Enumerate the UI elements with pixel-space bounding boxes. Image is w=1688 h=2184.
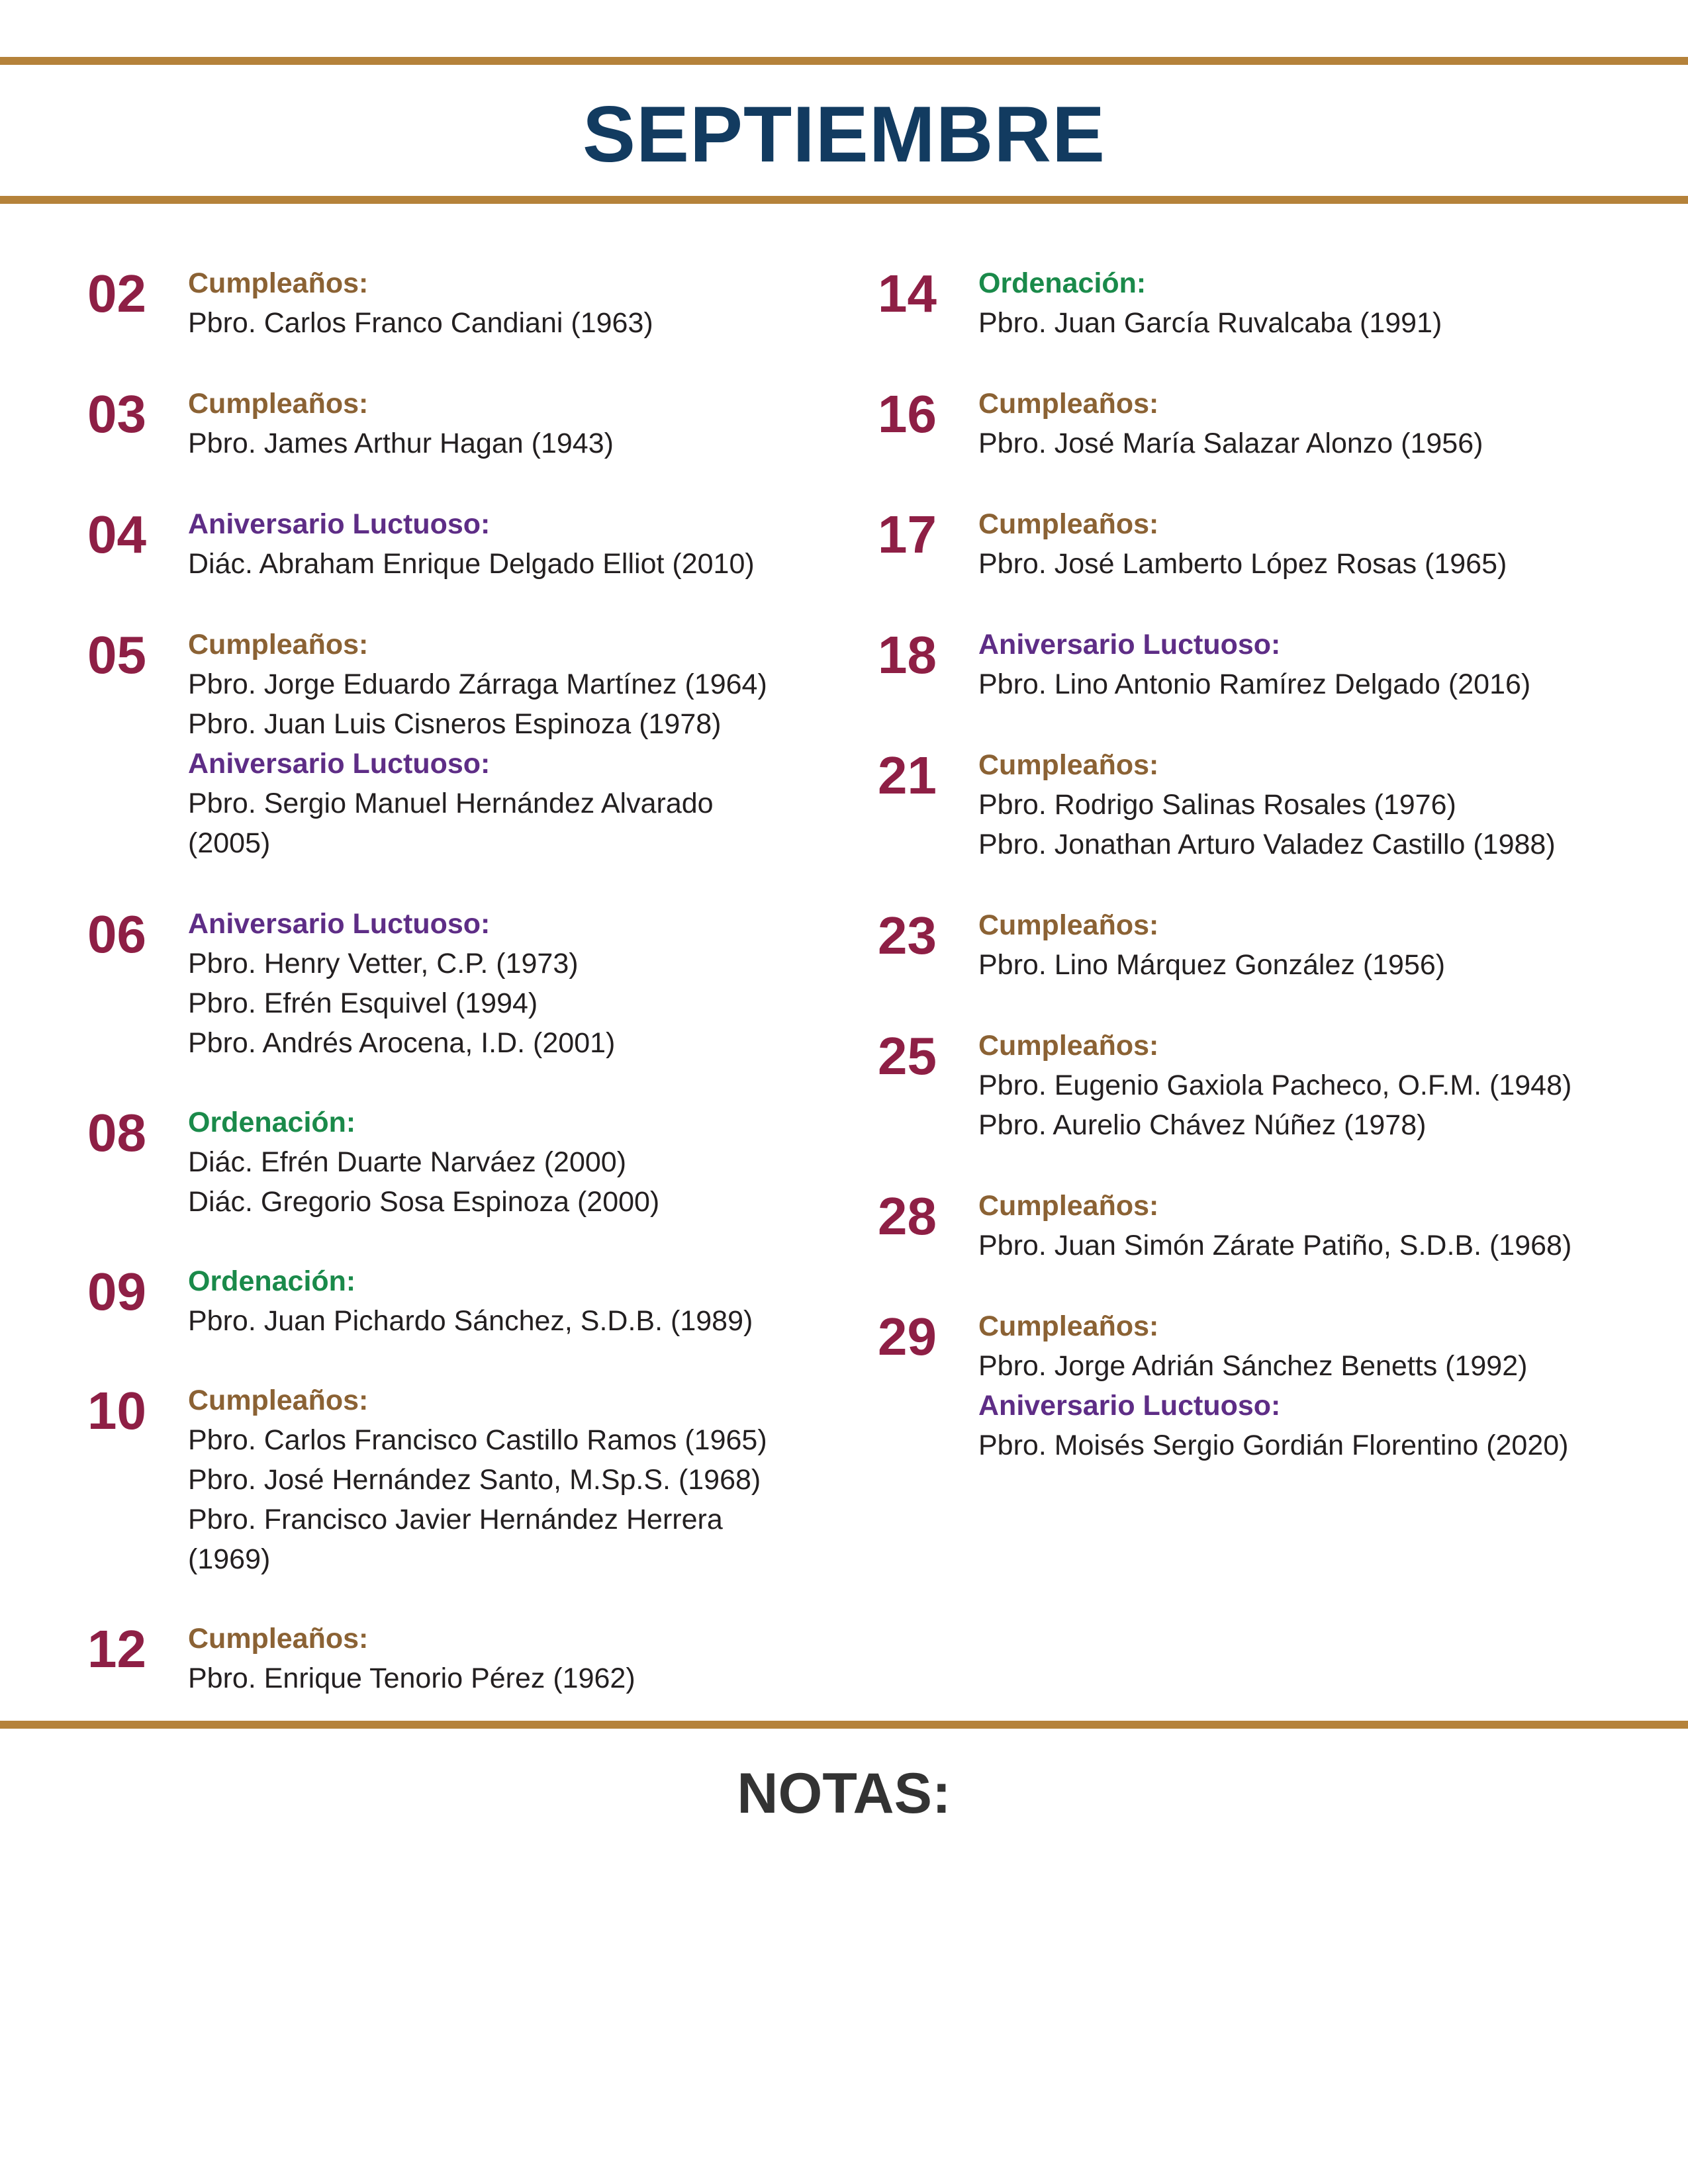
person-name: Pbro. Jonathan Arturo Valadez Castillo (1988) xyxy=(978,829,1556,860)
ordenacion-label: Ordenación: xyxy=(978,267,1147,299)
person-name: Pbro. Eugenio Gaxiola Pacheco, O.F.M. (1948) xyxy=(978,1069,1572,1101)
person-name: Pbro. Moisés Sergio Gordián Florentino (2020) xyxy=(978,1430,1569,1461)
day-entry xyxy=(878,1186,1672,1265)
person-name: Diác. Gregorio Sosa Espinoza (2000) xyxy=(188,1186,660,1218)
ordenacion-label: Ordenación: xyxy=(188,1107,356,1138)
day-number: 12 xyxy=(87,1619,146,1678)
day-number: 17 xyxy=(878,505,937,564)
cumpleanos-label: Cumpleaños: xyxy=(188,267,369,299)
left-column xyxy=(87,263,855,1698)
day-number: 23 xyxy=(878,906,937,965)
aniversario-label: Aniversario Luctuoso: xyxy=(978,629,1281,660)
day-number: 29 xyxy=(878,1307,937,1366)
person-name: Pbro. José Hernández Santo, M.Sp.S. (1968) xyxy=(188,1464,761,1496)
day-entry xyxy=(878,504,1672,584)
person-name: Pbro. Andrés Arocena, I.D. (2001) xyxy=(188,1027,616,1059)
person-name: Pbro. Lino Antonio Ramírez Delgado (2016) xyxy=(978,668,1531,700)
day-number: 14 xyxy=(878,264,937,323)
day-entry xyxy=(87,1381,855,1579)
day-number: 28 xyxy=(878,1187,937,1246)
person-name: Pbro. Efrén Esquivel (1994) xyxy=(188,987,538,1019)
cumpleanos-label: Cumpleaños: xyxy=(188,1385,369,1416)
person-name: Pbro. Jorge Adrián Sánchez Benetts (1992) xyxy=(978,1350,1528,1382)
day-entry xyxy=(87,904,855,1063)
day-entry xyxy=(87,504,855,584)
day-entry xyxy=(87,263,855,343)
day-number: 09 xyxy=(87,1262,146,1321)
person-name: Pbro. Carlos Francisco Castillo Ramos (1965) xyxy=(188,1424,767,1456)
cumpleanos-label: Cumpleaños: xyxy=(978,388,1159,420)
cumpleanos-label: Cumpleaños: xyxy=(188,388,369,420)
day-entry xyxy=(87,1261,855,1341)
aniversario-label: Aniversario Luctuoso: xyxy=(188,748,491,780)
day-entry xyxy=(878,625,1672,704)
notes-title: NOTAS: xyxy=(737,1762,951,1825)
person-name: Pbro. Rodrigo Salinas Rosales (1976) xyxy=(978,789,1456,821)
day-entry xyxy=(878,1026,1672,1145)
person-name: Pbro. James Arthur Hagan (1943) xyxy=(188,428,614,459)
cumpleanos-label: Cumpleaños: xyxy=(188,1623,369,1655)
person-name: Pbro. Carlos Franco Candiani (1963) xyxy=(188,307,653,339)
day-entry xyxy=(87,1103,855,1222)
day-number: 03 xyxy=(87,385,146,443)
notes-divider xyxy=(0,1721,1688,1729)
person-name: Pbro. Henry Vetter, C.P. (1973) xyxy=(188,948,579,979)
day-number: 25 xyxy=(878,1026,937,1085)
person-name: Pbro. Juan Simón Zárate Patiño, S.D.B. (1968) xyxy=(978,1230,1572,1261)
day-number: 18 xyxy=(878,625,937,684)
cumpleanos-label: Cumpleaños: xyxy=(978,1030,1159,1062)
aniversario-label: Aniversario Luctuoso: xyxy=(188,908,491,940)
day-number: 08 xyxy=(87,1103,146,1162)
aniversario-label: Aniversario Luctuoso: xyxy=(188,508,491,540)
person-name: Pbro. Juan Pichardo Sánchez, S.D.B. (1989) xyxy=(188,1305,753,1337)
day-number: 21 xyxy=(878,746,937,805)
person-name: Pbro. Enrique Tenorio Pérez (1962) xyxy=(188,1662,635,1694)
person-name: Pbro. Sergio Manuel Hernández Alvarado (2005) xyxy=(188,788,714,859)
person-name: Pbro. Juan García Ruvalcaba (1991) xyxy=(978,307,1442,339)
day-number: 10 xyxy=(87,1381,146,1440)
person-name: Pbro. Juan Luis Cisneros Espinoza (1978) xyxy=(188,708,722,740)
day-number: 16 xyxy=(878,385,937,443)
cumpleanos-label: Cumpleaños: xyxy=(978,508,1159,540)
day-entry xyxy=(878,1306,1672,1465)
top-divider xyxy=(0,57,1688,65)
title-divider xyxy=(0,196,1688,204)
day-entry xyxy=(878,263,1672,343)
day-entry xyxy=(87,384,855,463)
day-number: 02 xyxy=(87,264,146,323)
cumpleanos-label: Cumpleaños: xyxy=(978,1310,1159,1342)
person-name: Pbro. Lino Márquez González (1956) xyxy=(978,949,1446,981)
day-entry xyxy=(878,384,1672,463)
person-name: Pbro. Francisco Javier Hernández Herrera (1969) xyxy=(188,1504,723,1575)
cumpleanos-label: Cumpleaños: xyxy=(978,909,1159,941)
person-name: Pbro. Aurelio Chávez Núñez (1978) xyxy=(978,1109,1427,1141)
day-entry xyxy=(87,1619,855,1698)
day-entry xyxy=(878,905,1672,985)
day-entry xyxy=(87,625,855,863)
day-number: 04 xyxy=(87,505,146,564)
person-name: Diác. Abraham Enrique Delgado Elliot (2010) xyxy=(188,548,755,580)
person-name: Diác. Efrén Duarte Narváez (2000) xyxy=(188,1146,627,1178)
person-name: Pbro. Jorge Eduardo Zárraga Martínez (1964) xyxy=(188,668,767,700)
cumpleanos-label: Cumpleaños: xyxy=(978,749,1159,781)
day-number: 06 xyxy=(87,905,146,964)
day-entry xyxy=(878,745,1672,864)
cumpleanos-label: Cumpleaños: xyxy=(978,1190,1159,1222)
ordenacion-label: Ordenación: xyxy=(188,1265,356,1297)
person-name: Pbro. José María Salazar Alonzo (1956) xyxy=(978,428,1483,459)
day-number: 05 xyxy=(87,625,146,684)
person-name: Pbro. José Lamberto López Rosas (1965) xyxy=(978,548,1507,580)
cumpleanos-label: Cumpleaños: xyxy=(188,629,369,660)
right-column xyxy=(878,263,1672,1465)
page-title: SEPTIEMBRE xyxy=(582,90,1106,179)
aniversario-label: Aniversario Luctuoso: xyxy=(978,1390,1281,1422)
